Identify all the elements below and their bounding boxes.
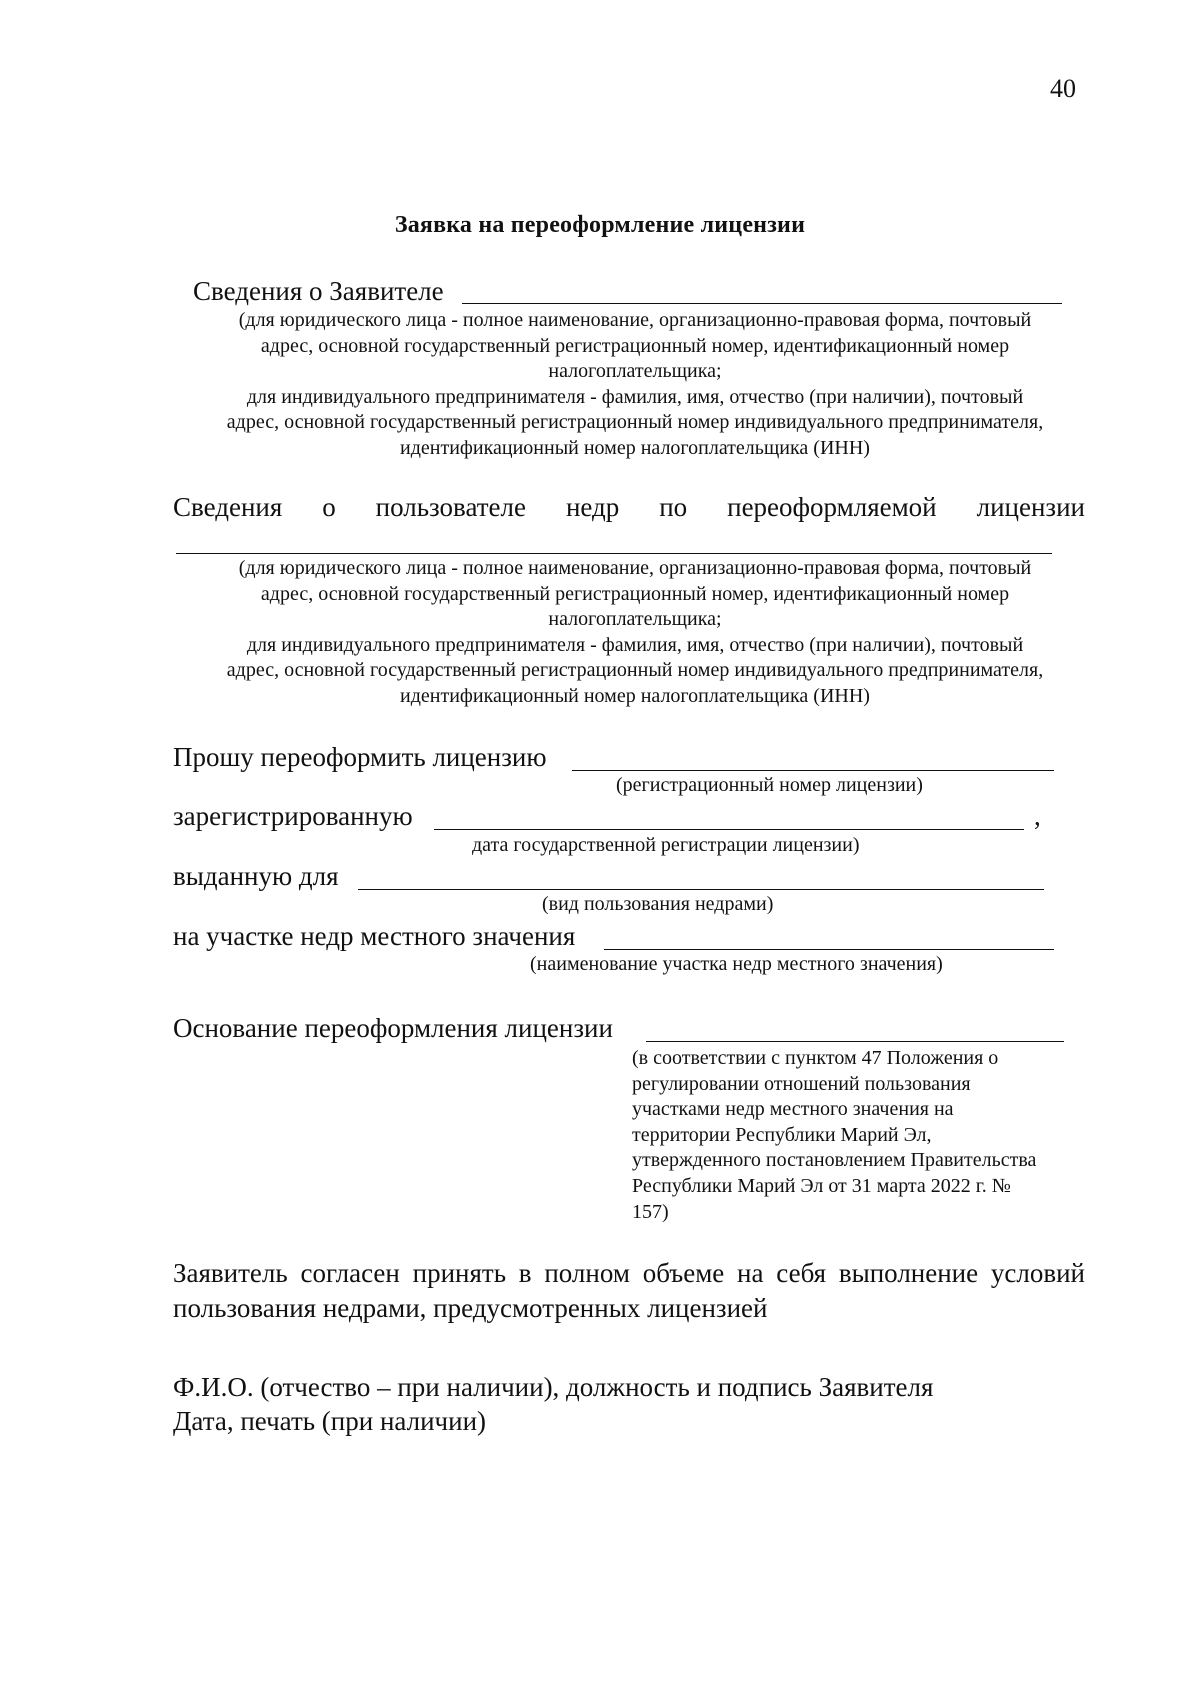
basis-hint <box>632 1046 1092 1225</box>
user-hint-line: идентификационный номер налогоплательщика (ИНН) <box>400 684 870 707</box>
signature-line: Ф.И.О. (отчество – при наличии), должность и подпись Заявителя <box>173 1372 934 1402</box>
user-label-word: лицензии <box>976 492 1085 522</box>
plot-name-blank-line[interactable] <box>604 949 1054 950</box>
user-hint-line: адрес, основной государственный регистрационный номер индивидуального предпринимателя, <box>226 659 1044 682</box>
registration-date-hint: дата государственной регистрации лицензии) <box>472 834 860 856</box>
user-label-word: переоформляемой <box>727 492 937 522</box>
applicant-label: Сведения о Заявителе <box>193 276 444 306</box>
user-hint-line: для индивидуального предпринимателя - фамилия, имя, отчество (при наличии), почтовый <box>246 633 1024 656</box>
applicant-hint-line: адрес, основной государственный регистрационный номер, идентификационный номер <box>260 334 1010 357</box>
applicant-hint-line: для индивидуального предпринимателя - фамилия, имя, отчество (при наличии), почтовый <box>246 385 1024 408</box>
plot-label: на участке недр местного значения <box>173 921 576 951</box>
user-hint <box>170 556 1100 710</box>
request-label: Прошу переоформить лицензию <box>173 742 547 772</box>
applicant-hint-line: адрес, основной государственный регистрационный номер индивидуального предпринимателя, <box>226 411 1044 434</box>
applicant-blank-line[interactable] <box>462 303 1062 304</box>
basis-label: Основание переоформления лицензии <box>173 1013 613 1043</box>
user-label-word: пользователе <box>375 492 526 522</box>
page-title: Заявка на переоформление лицензии <box>394 212 806 238</box>
issued-for-label: выданную для <box>173 861 339 891</box>
applicant-hint <box>170 308 1100 462</box>
user-label-word: о <box>322 492 336 522</box>
user-label-word: по <box>659 492 688 522</box>
basis-hint-line: участками недр местного значения на <box>632 1098 954 1121</box>
registered-label: зарегистрированную <box>173 801 413 831</box>
basis-hint-line: (в соответствии с пунктом 47 Положения о <box>632 1047 999 1069</box>
basis-hint-line: регулировании отношений пользования <box>632 1072 971 1095</box>
date-stamp-line: Дата, печать (при наличии) <box>173 1406 487 1436</box>
license-number-blank-line[interactable] <box>572 770 1054 771</box>
basis-hint-line: территории Республики Марий Эл, <box>632 1123 932 1146</box>
user-blank-line[interactable] <box>176 553 1052 554</box>
basis-blank-line[interactable] <box>646 1041 1064 1042</box>
user-label <box>173 492 1085 523</box>
user-hint-line: адрес, основной государственный регистрационный номер, идентификационный номер <box>260 582 1010 605</box>
applicant-hint-line: налогоплательщика; <box>548 360 722 383</box>
user-label-word: Сведения <box>173 492 283 522</box>
usage-type-blank-line[interactable] <box>358 889 1044 890</box>
usage-type-hint: (вид пользования недрами) <box>542 893 774 915</box>
basis-hint-line: 157) <box>632 1200 669 1223</box>
license-number-hint: (регистрационный номер лицензии) <box>616 774 923 796</box>
user-hint-line: (для юридического лица - полное наименование, организационно-правовая форма, почтовый <box>238 557 1032 579</box>
registration-date-blank-line[interactable] <box>434 829 1024 830</box>
basis-hint-line: утвержденного постановлением Правительства <box>632 1149 1037 1172</box>
plot-name-hint: (наименование участка недр местного значения) <box>530 953 943 975</box>
user-label-word: недр <box>565 492 620 522</box>
applicant-hint-line: идентификационный номер налогоплательщика (ИНН) <box>400 436 870 459</box>
basis-hint-line: Республики Марий Эл от 31 марта 2022 г. № <box>632 1174 1011 1197</box>
applicant-hint-line: (для юридического лица - полное наименование, организационно-правовая форма, почтовый <box>238 309 1032 331</box>
user-hint-line: налогоплательщика; <box>548 608 722 631</box>
page-number: 40 <box>1050 74 1076 103</box>
registered-comma: , <box>1034 801 1041 831</box>
agreement-paragraph: Заявитель согласен принять в полном объеме на себя выполнение условий пользования недрами, предусмотренных лицензией <box>173 1258 1085 1323</box>
